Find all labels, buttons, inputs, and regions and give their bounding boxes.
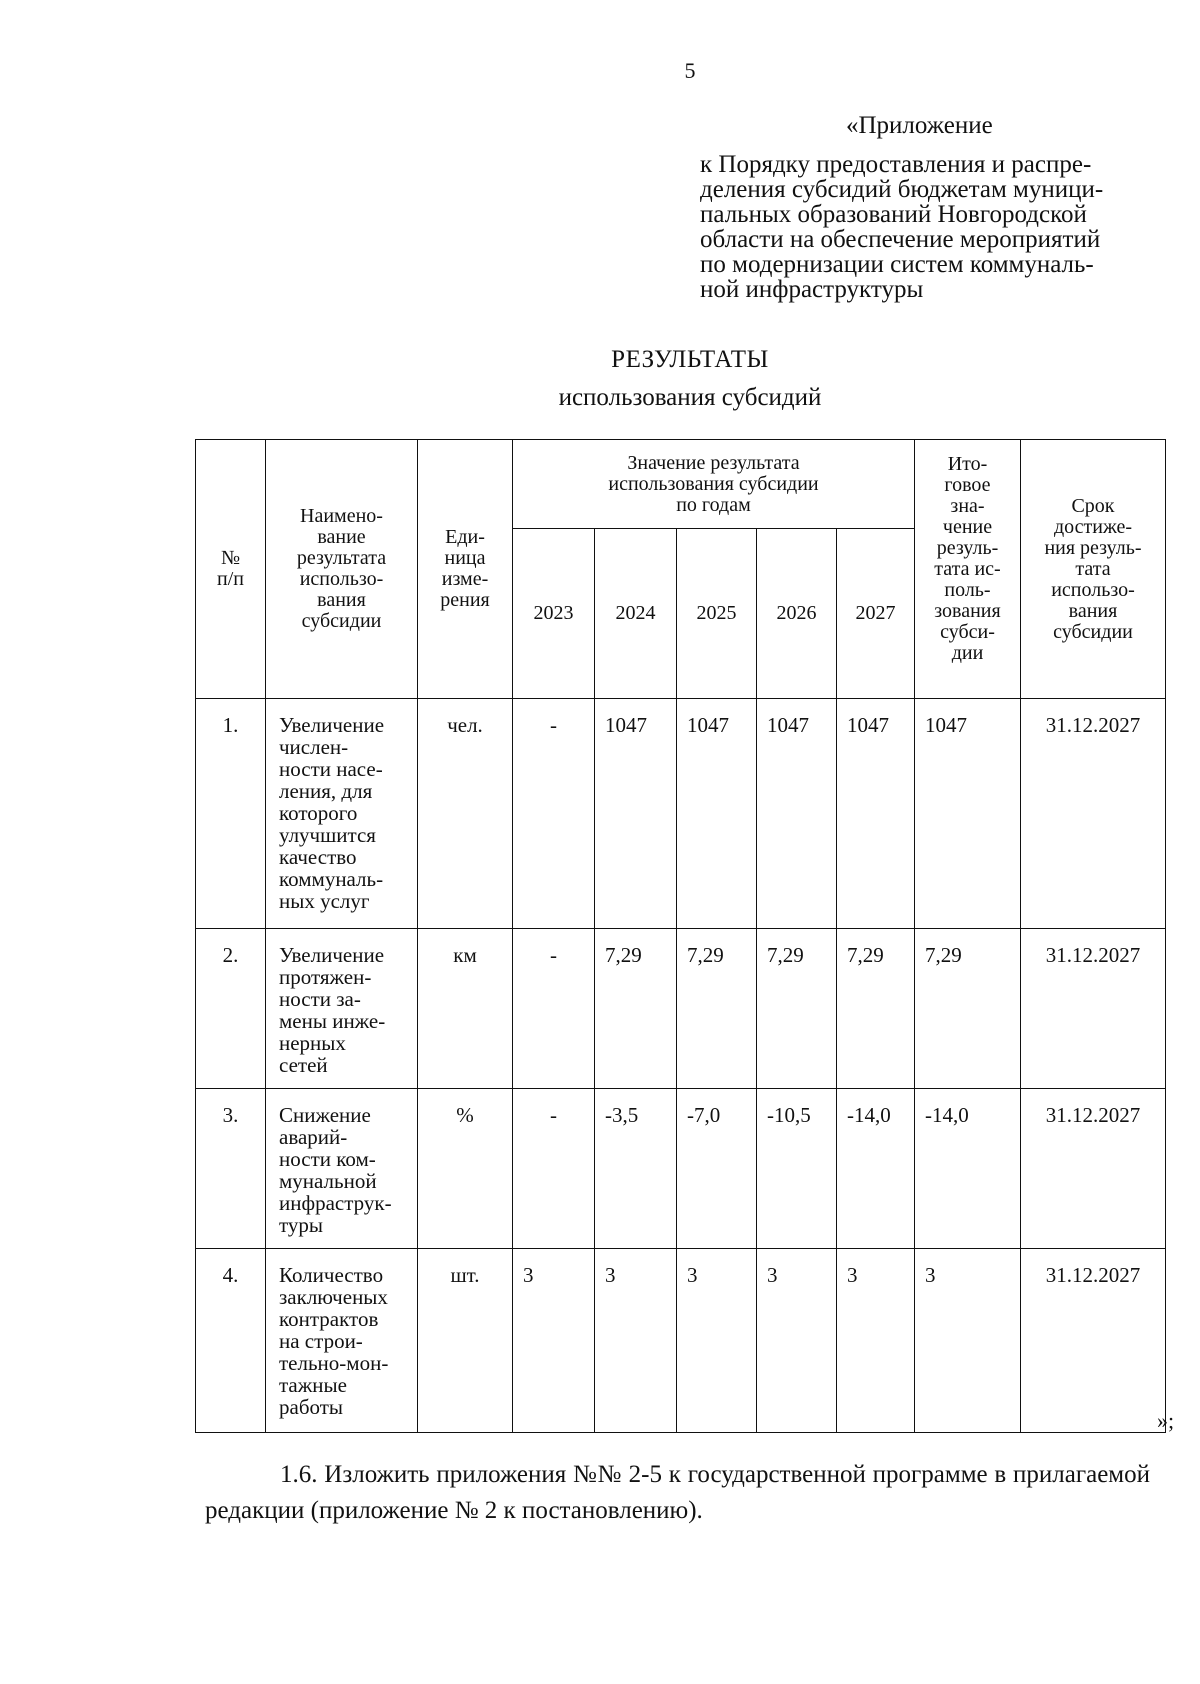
header-text: изме- (441, 568, 489, 590)
header-text: субси- (940, 621, 995, 643)
value-cell: -3,5 (595, 1089, 677, 1249)
name-line: улучшится (279, 823, 376, 847)
header-text: вание (317, 526, 366, 548)
name-line: мены инже- (279, 1009, 386, 1033)
name-line: тельно-мон- (279, 1351, 389, 1375)
header-text: ница (444, 547, 486, 569)
header-name (266, 440, 418, 699)
header-text: ния резуль- (1044, 536, 1142, 559)
header-text: тата (1075, 557, 1111, 580)
name-line: числен- (279, 735, 349, 759)
name-line: туры (279, 1213, 324, 1237)
appendix-line: к Порядку предоставления и распре- (700, 151, 1092, 178)
result-name (266, 1089, 418, 1249)
value-cell: 3 (677, 1249, 757, 1433)
header-year: 2025 (677, 529, 757, 699)
value-cell: 1047 (595, 699, 677, 929)
deadline-cell: 31.12.2027 (1021, 1089, 1166, 1249)
header-year: 2026 (757, 529, 837, 699)
appendix-line: по модернизации систем коммуналь- (700, 251, 1094, 278)
name-line: ности ком- (279, 1147, 376, 1171)
value-cell: -10,5 (757, 1089, 837, 1249)
header-text: вания (1068, 599, 1118, 622)
value-cell: 3 (513, 1249, 595, 1433)
header-num (196, 440, 266, 699)
header-text: Наимено- (300, 505, 383, 527)
header-text: Еди- (445, 526, 485, 548)
header-text: чение (942, 516, 993, 538)
name-line: нерных (279, 1031, 346, 1055)
appendix-line: области на обеспечение мероприятий (700, 226, 1101, 253)
deadline-cell: 31.12.2027 (1021, 929, 1166, 1089)
header-text: № (220, 547, 241, 569)
name-line: инфраструк- (279, 1191, 392, 1215)
value-cell: - (513, 1089, 595, 1249)
header-text: достиже- (1053, 515, 1133, 538)
results-table (195, 439, 1166, 1433)
name-line: Снижение (279, 1103, 371, 1127)
name-line: работы (279, 1395, 344, 1419)
appendix-line: ной инфраструктуры (700, 276, 924, 303)
header-values-by-year (513, 440, 915, 529)
name-line: Количество (279, 1263, 384, 1287)
result-name (266, 929, 418, 1089)
header-year: 2024 (595, 529, 677, 699)
appendix-heading: «Приложение (846, 112, 993, 139)
header-total (915, 440, 1021, 699)
name-line: качество (279, 845, 357, 869)
document-title: РЕЗУЛЬТАТЫ (611, 346, 769, 373)
value-cell: 1047 (677, 699, 757, 929)
header-text: п/п (217, 568, 244, 590)
value-cell: - (513, 699, 595, 929)
header-text: по годам (676, 493, 751, 516)
name-line: ности за- (279, 987, 361, 1011)
header-text: использо- (299, 568, 384, 590)
header-text: результата (296, 547, 387, 569)
row-number: 3. (196, 1089, 266, 1249)
header-text: рения (440, 589, 490, 611)
name-line: аварий- (279, 1125, 348, 1149)
name-line: ности насе- (279, 757, 383, 781)
result-name (266, 699, 418, 929)
closing-quote: »; (1157, 1408, 1175, 1433)
amendment-paragraph (205, 1457, 1150, 1529)
unit-cell: чел. (418, 699, 513, 929)
header-year: 2023 (513, 529, 595, 699)
result-name (266, 1249, 418, 1433)
header-text: использования субсидии (608, 472, 819, 495)
table-row (196, 1249, 1166, 1433)
appendix-line: пальных образований Новгородской (700, 201, 1087, 228)
appendix-reference (700, 152, 1170, 302)
header-text: Срок (1071, 494, 1115, 517)
paragraph-text: 1.6. Изложить приложения №№ 2-5 к государственной программе в прилагаемой редакции (приложение № 2 к постановлению). (205, 1461, 1150, 1524)
name-line: сетей (279, 1053, 328, 1077)
name-line: Увеличение (279, 713, 385, 737)
header-text: Ито- (947, 453, 988, 475)
header-text: субсидии (1053, 620, 1133, 643)
value-cell: -7,0 (677, 1089, 757, 1249)
deadline-cell: 31.12.2027 (1021, 1249, 1166, 1433)
deadline-cell: 31.12.2027 (1021, 699, 1166, 929)
header-text: зования (934, 600, 1001, 622)
name-line: контрактов (279, 1307, 379, 1331)
header-text: Значение результата (627, 451, 800, 474)
name-line: на строи- (279, 1329, 363, 1353)
table-row (196, 929, 1166, 1089)
unit-cell: % (418, 1089, 513, 1249)
header-text: дии (951, 642, 984, 664)
row-number: 1. (196, 699, 266, 929)
table-row (196, 1089, 1166, 1249)
value-cell: -14,0 (837, 1089, 915, 1249)
header-text: резуль- (936, 537, 999, 559)
page-number: 5 (684, 58, 696, 83)
name-line: тажные (279, 1373, 347, 1397)
value-cell: 7,29 (677, 929, 757, 1089)
value-cell: 7,29 (595, 929, 677, 1089)
total-cell: 1047 (915, 699, 1021, 929)
value-cell: 1047 (837, 699, 915, 929)
name-line: мунальной (279, 1169, 377, 1193)
header-text: субсидии (301, 610, 382, 632)
name-line: ления, для (279, 779, 373, 803)
header-text: поль- (944, 579, 991, 601)
name-line: протяжен- (279, 965, 372, 989)
appendix-line: деления субсидий бюджетам муници- (700, 176, 1104, 203)
header-text: вания (317, 589, 366, 611)
value-cell: 7,29 (837, 929, 915, 1089)
value-cell: 3 (757, 1249, 837, 1433)
value-cell: 7,29 (757, 929, 837, 1089)
row-number: 2. (196, 929, 266, 1089)
header-unit (418, 440, 513, 699)
row-number: 4. (196, 1249, 266, 1433)
header-text: зна- (950, 495, 985, 517)
value-cell: 1047 (757, 699, 837, 929)
name-line: заключеных (279, 1285, 388, 1309)
table-row (196, 699, 1166, 929)
name-line: коммуналь- (279, 867, 384, 891)
unit-cell: шт. (418, 1249, 513, 1433)
value-cell: - (513, 929, 595, 1089)
header-text: тата ис- (934, 558, 1001, 580)
name-line: Увеличение (279, 943, 385, 967)
total-cell: 7,29 (915, 929, 1021, 1089)
name-line: ных услуг (279, 889, 370, 913)
header-text: говое (944, 474, 991, 496)
total-cell: -14,0 (915, 1089, 1021, 1249)
document-subtitle: использования субсидий (558, 384, 822, 411)
name-line: которого (279, 801, 358, 825)
value-cell: 3 (595, 1249, 677, 1433)
value-cell: 3 (837, 1249, 915, 1433)
unit-cell: км (418, 929, 513, 1089)
header-year: 2027 (837, 529, 915, 699)
header-text: использо- (1051, 578, 1135, 601)
total-cell: 3 (915, 1249, 1021, 1433)
header-row-1 (196, 440, 1166, 529)
header-deadline (1021, 440, 1166, 699)
